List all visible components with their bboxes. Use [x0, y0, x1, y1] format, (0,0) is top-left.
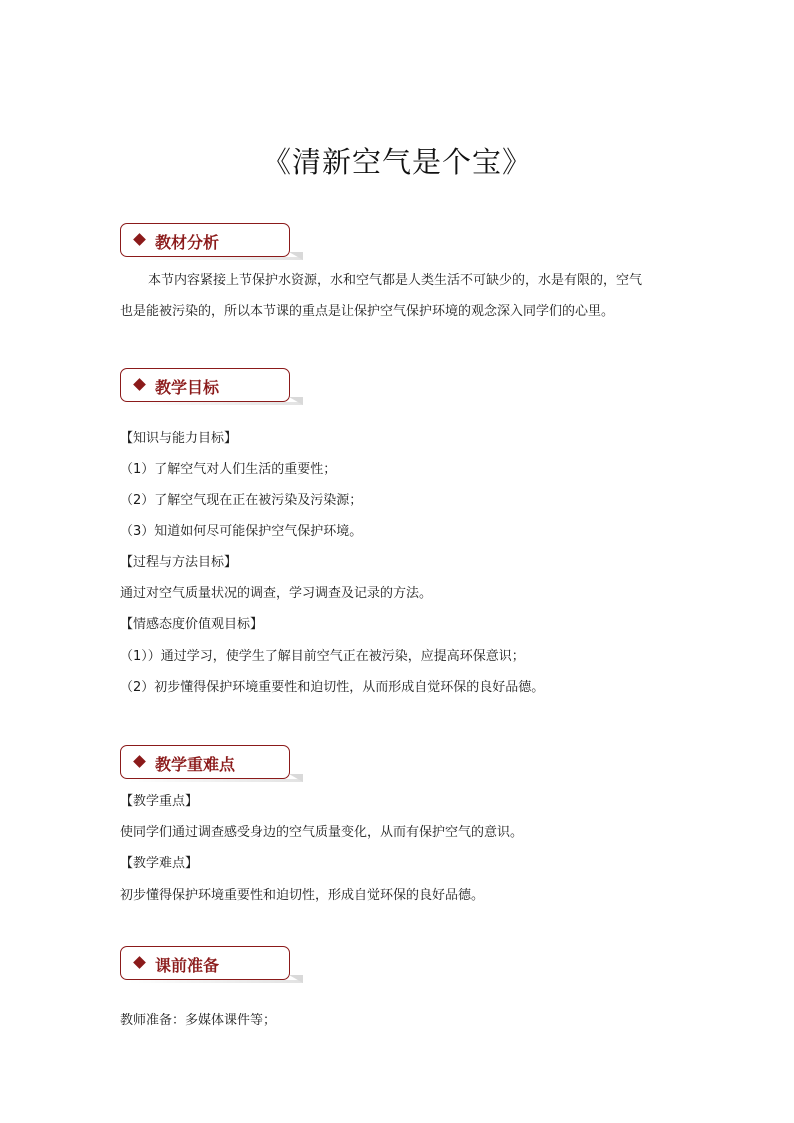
- section-heading-label: 教学目标: [155, 378, 220, 397]
- goals-subheading: 【知识与能力目标】: [120, 431, 238, 446]
- goals-item: （1）了解空气对人们生活的重要性；: [120, 462, 337, 477]
- preparation-item: 教师准备：多媒体课件等；: [120, 1013, 277, 1028]
- keypoints-item: 初步懂得保护环境重要性和迫切性，形成自觉环保的良好品德。: [120, 888, 485, 903]
- goals-subheading: 【过程与方法目标】: [120, 555, 238, 570]
- goals-item: 通过对空气质量状况的调查，学习调查及记录的方法。: [120, 586, 433, 601]
- goals-subheading: 【情感态度价值观目标】: [120, 617, 264, 632]
- goals-item: （3）知道如何尽可能保护空气保护环境。: [120, 524, 363, 539]
- page-title: 《清新空气是个宝》: [261, 145, 532, 179]
- goals-item: （2）初步懂得保护环境重要性和迫切性，从而形成自觉环保的良好品德。: [120, 680, 545, 695]
- section-heading-label: 教材分析: [155, 233, 220, 252]
- keypoints-subheading: 【教学重点】: [120, 794, 199, 809]
- section-heading-analysis: [120, 223, 290, 257]
- analysis-paragraph-line: 本节内容紧接上节保护水资源，水和空气都是人类生活不可缺少的，水是有限的，空气: [148, 273, 643, 288]
- diamond-bullet-icon: [133, 233, 146, 246]
- diamond-bullet-icon: [133, 755, 146, 768]
- section-heading-preparation: [120, 946, 290, 980]
- section-heading-label: 课前准备: [155, 956, 220, 975]
- goals-item: （2）了解空气现在正在被污染及污染源；: [120, 493, 363, 508]
- section-heading-keypoints: [120, 745, 290, 779]
- diamond-bullet-icon: [133, 378, 146, 391]
- diamond-bullet-icon: [133, 956, 146, 969]
- goals-item: （1））通过学习，使学生了解目前空气正在被污染，应提高环保意识；: [120, 649, 525, 664]
- section-heading-label: 教学重难点: [155, 755, 236, 774]
- section-heading-goals: [120, 368, 290, 402]
- keypoints-subheading: 【教学难点】: [120, 856, 199, 871]
- keypoints-item: 使同学们通过调查感受身边的空气质量变化，从而有保护空气的意识。: [120, 825, 524, 840]
- analysis-paragraph-line: 也是能被污染的，所以本节课的重点是让保护空气保护环境的观念深入同学们的心里。: [120, 304, 615, 319]
